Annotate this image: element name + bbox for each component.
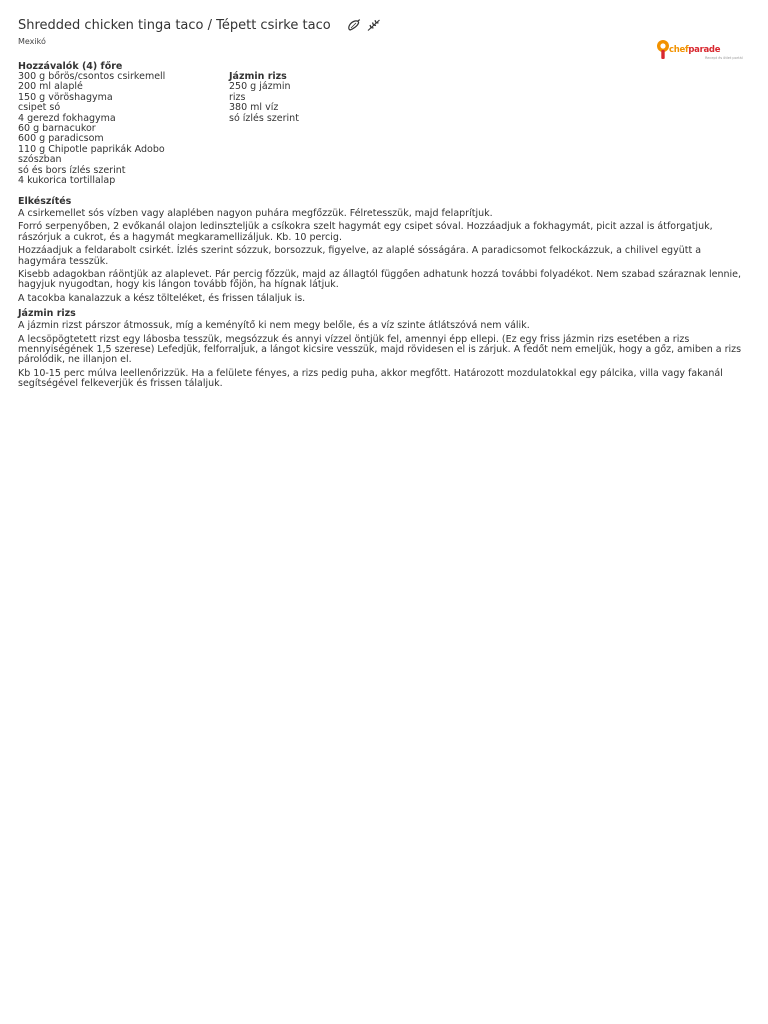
preparation-step: A tacokba kanalazzuk a kész tölteléket, és frissen tálaljuk is.	[18, 292, 306, 304]
ingredient-item: 110 g Chipotle paprikák Adobo	[18, 143, 165, 155]
ingredient-item: szószban	[18, 154, 62, 166]
main-ingredients-list	[18, 72, 178, 186]
rice-ingredients-list	[229, 72, 309, 124]
preparation-step: A csirkemellet sós vízben vagy alaplében nagyon puhára megfőzzük. Félretesszük, majd felaprítjuk.	[18, 208, 493, 219]
ingredient-item: 200 ml alaplé	[18, 81, 83, 93]
logo-wordmark: chefparade	[669, 45, 721, 55]
rice-preparation-heading: Jázmin rizs	[18, 308, 76, 320]
title-icons	[347, 19, 381, 31]
rice-ingredients-heading: Jázmin rizs	[229, 71, 287, 82]
ingredient-item: só ízlés szerint	[229, 112, 299, 124]
ingredients-heading: Hozzávalók (4) főre	[18, 61, 123, 72]
preparation-step: Hozzáadjuk a feldarabolt csirkét. Ízlés szerint sózzuk, borsozzuk, figyelve, az alaplé sósságára. A paradicsomot felkockázzuk, a chilivel együtt a hagymára tesszük.	[18, 245, 702, 267]
ingredient-item: 250 g jázmin	[229, 81, 291, 93]
preparation-heading: Elkészítés	[18, 196, 72, 207]
title-row	[18, 14, 750, 36]
ingredient-item: 380 ml víz	[229, 102, 279, 114]
ingredient-item: rizs	[229, 91, 246, 103]
wheat-icon	[367, 19, 381, 31]
ingredient-item: csipet só	[18, 102, 61, 114]
ingredients-block	[18, 72, 750, 188]
ingredient-item: 60 g barnacukor	[18, 123, 96, 135]
recipe-title: Shredded chicken tinga taco / Tépett csirke taco	[18, 17, 331, 33]
rice-step: Kb 10-15 perc múlva leellenőrizzük. Ha a felülete fényes, a rizs pedig puha, akkor megfőtt. Határozott mozdulatokkal egy pálcika, villa vagy fakanál segítségével felkeverjük és frissen tálaljuk.	[18, 367, 723, 390]
ingredient-item: 150 g vöröshagyma	[18, 91, 113, 103]
ingredient-item: 4 kukorica tortillalap	[18, 175, 116, 187]
cuisine-label: Mexikó	[18, 37, 46, 46]
logo-tagline: Recept és ötlet portál	[705, 56, 743, 60]
rice-step: A lecsöpögtetett rizst egy lábosba tesszük, megsózzuk és annyi vízzel öntjük fel, amennyi épp ellepi. (Ez egy friss jázmin rizs esetében a rizs mennyiségének 1,5 szerese) Lefedjük, felforraljuk, a lángot kicsire vesszük, majd rövidesen el is zárjuk. A fedőt nem emeljük, hogy a gőz, amiben a rizs párolódik, ne illanjon el.	[18, 333, 742, 366]
ingredient-item: só és bors ízlés szerint	[18, 164, 126, 176]
preparation-step: Kisebb adagokban ráöntjük az alaplevet. Pár percig főzzük, majd az állagtól függően adhatunk hozzá további folyadékot. Nem szabad száraznak lennie, hagyjuk nyugodtan, hogy kis lángon tovább főjön, ha hígnak látjuk.	[18, 269, 742, 291]
recipe-page	[18, 14, 750, 390]
ingredient-item: 600 g paradicsom	[18, 133, 104, 145]
preparation-step: Forró serpenyőben, 2 evőkanál olajon ledinszteljük a csíkokra szelt hagymát egy csipet sóval. Hozzáadjuk a fokhagymát, picit azzal is átforgatjuk, rászórjuk a cukrot, és a hagymát megkaramellizáljuk. Kb. 10 percig.	[18, 221, 713, 243]
pepper-icon	[347, 19, 361, 31]
ingredient-item: 4 gerezd fokhagyma	[18, 112, 116, 124]
rice-step: A jázmin rizst párszor átmossuk, míg a keményítő ki nem megy belőle, és a víz szinte átlátszóvá nem válik.	[18, 320, 530, 332]
ingredient-item: 300 g bőrös/csontos csirkemell	[18, 71, 166, 82]
chefparade-logo	[655, 39, 743, 63]
